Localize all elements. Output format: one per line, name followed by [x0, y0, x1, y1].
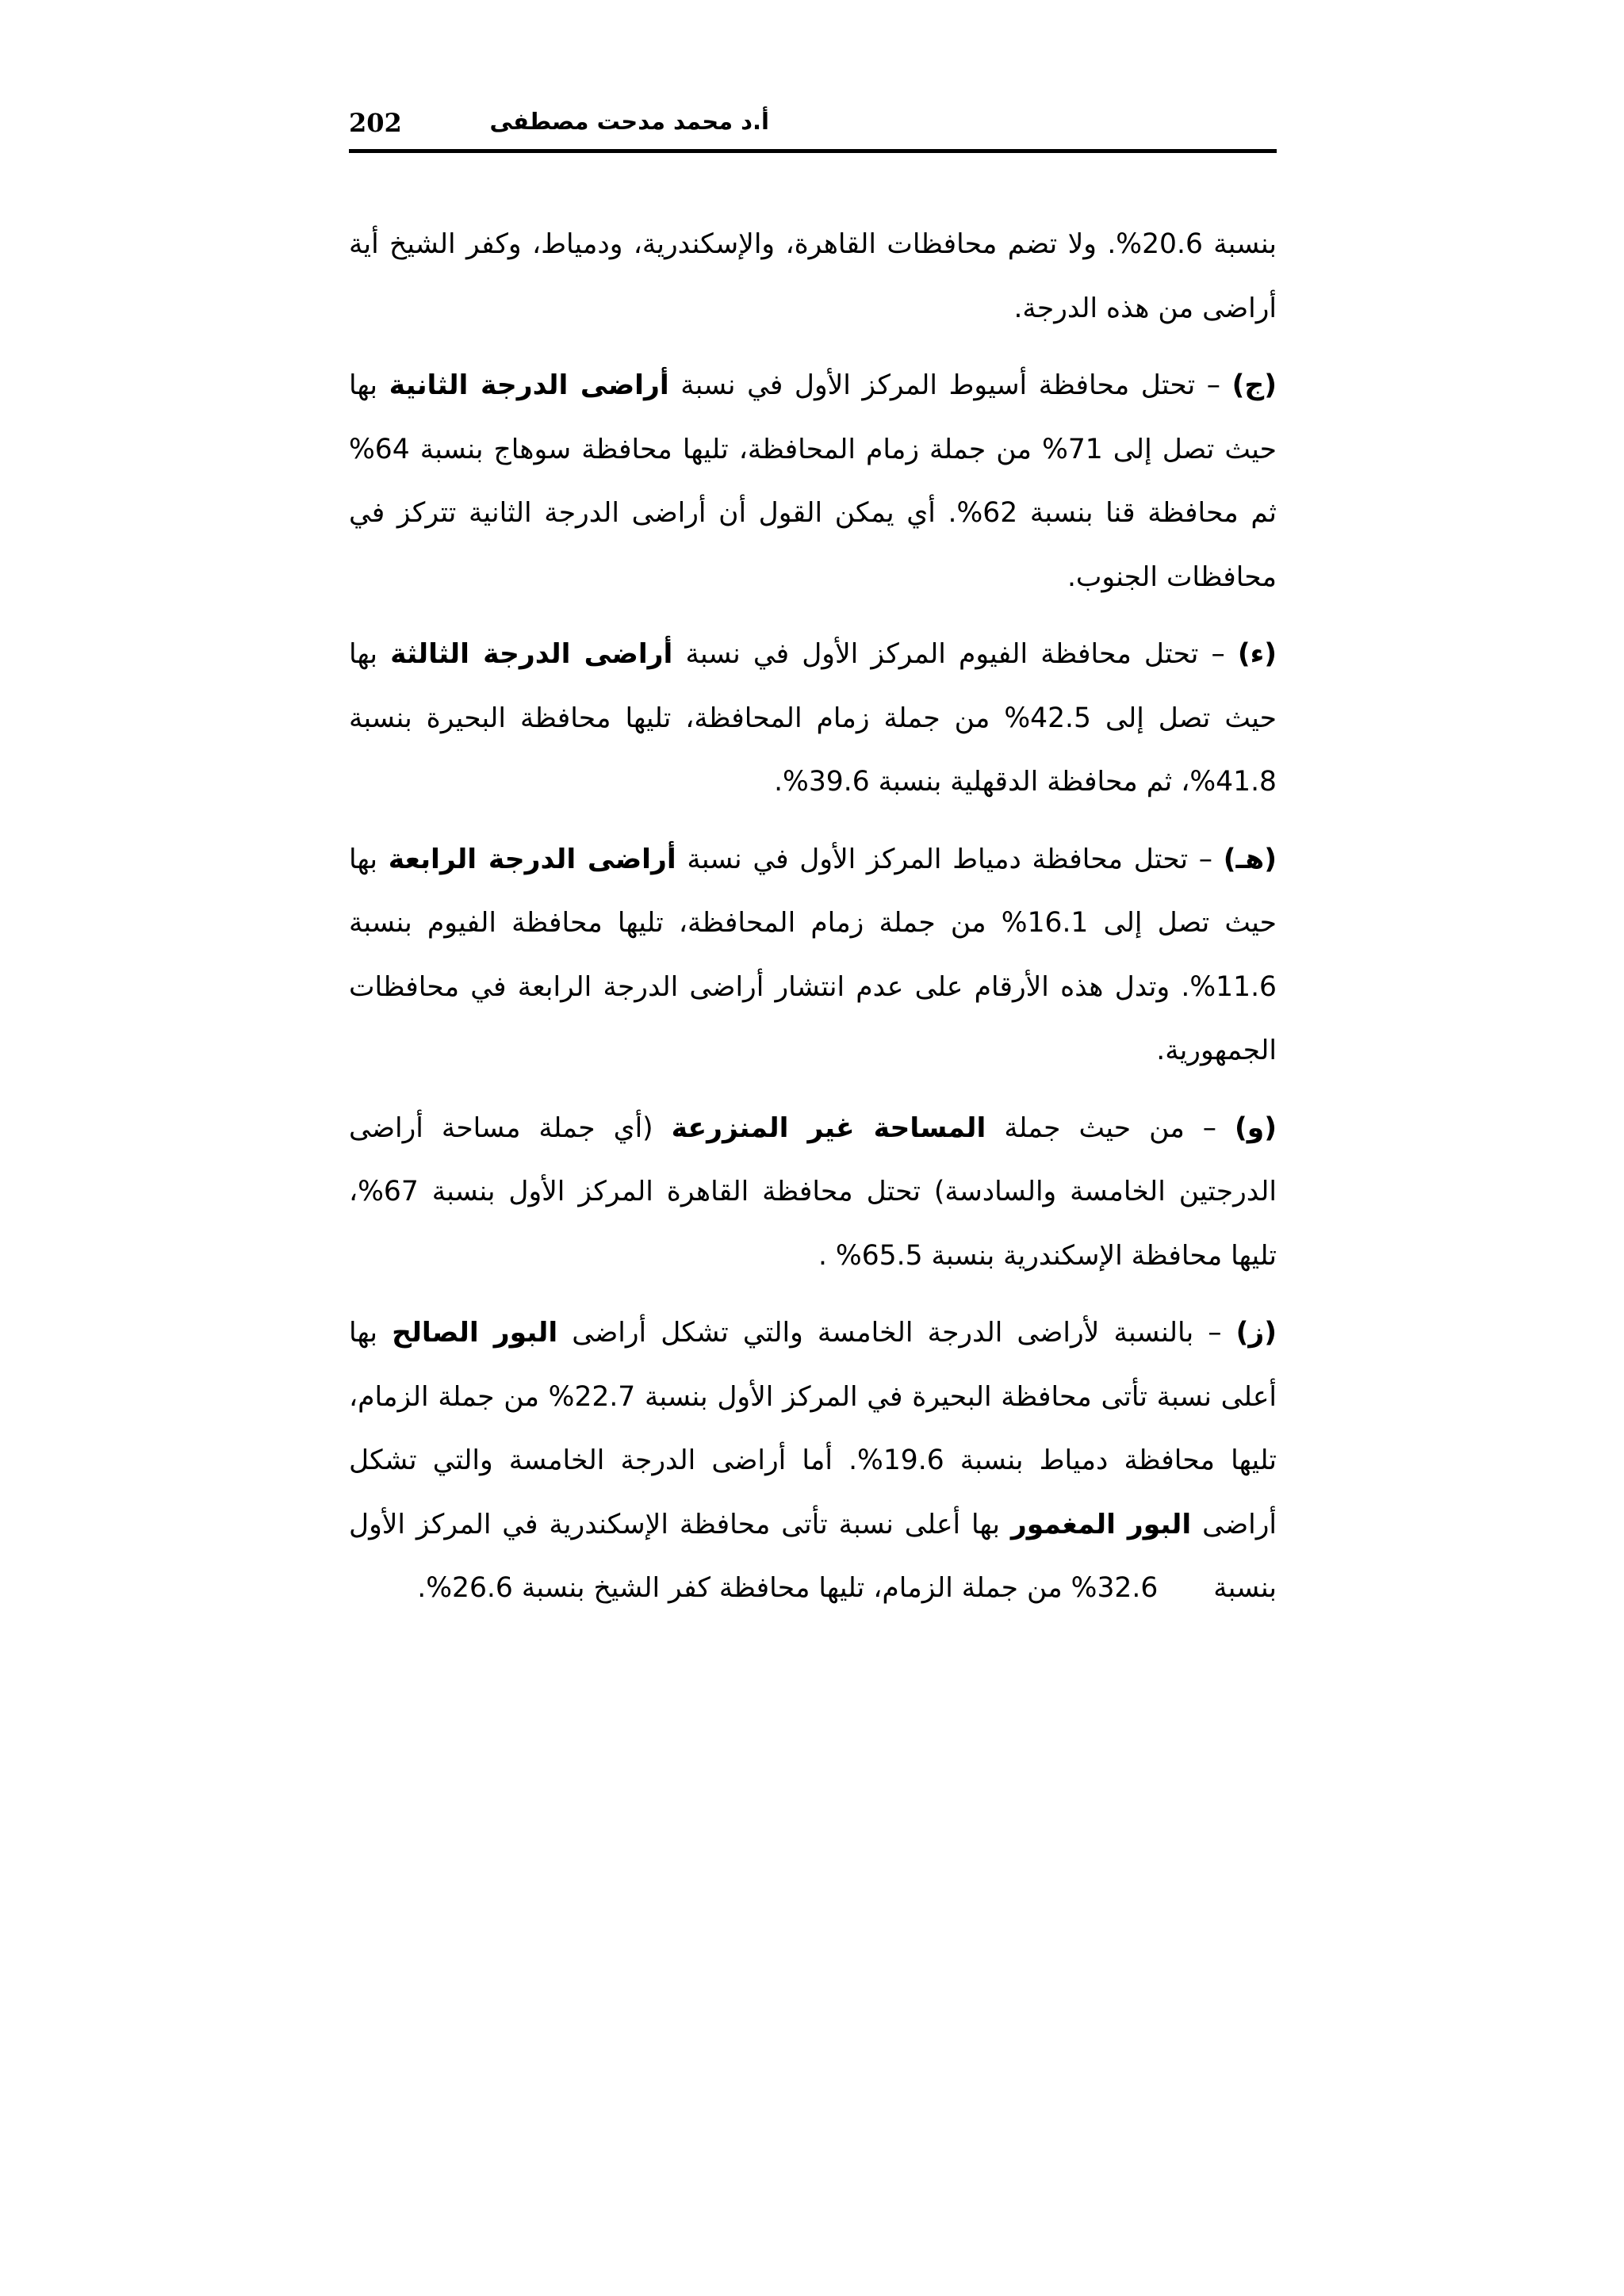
paragraph-item-zay	[349, 1301, 1277, 1621]
bold-term: البور الصالح	[392, 1317, 558, 1349]
bold-term: أراضى الدرجة الثالثة	[390, 638, 673, 670]
paragraph-text: – تحتل محافظة دمياط المركز الأول في نسبة	[676, 843, 1224, 875]
paragraph-item-hamza	[349, 622, 1277, 814]
paragraph-text: – بالنسبة لأراضى الدرجة الخامسة والتي تشكل أراضى	[557, 1317, 1236, 1349]
page-number: 202	[349, 108, 402, 138]
paragraph-continuation	[349, 212, 1277, 340]
paragraph-text: بها أعلى نسبة تأتى محافظة البحيرة في المركز الأول بنسبة 22.7% من جملة الزمام، تليها محافظة دمياط بنسبة 19.6%. أما أراضى الدرجة الخامسة والتي تشكل أراضى	[349, 1317, 1277, 1540]
paragraph-text: بنسبة 20.6%. ولا تضم محافظات القاهرة، والإسكندرية، ودمياط، وكفر الشيخ أية أراضى من هذه الدرجة.	[349, 228, 1277, 324]
item-marker: (و)	[1235, 1112, 1277, 1144]
bold-term: المساحة غير المنزرعة	[671, 1112, 986, 1144]
item-marker: (ز)	[1235, 1317, 1277, 1349]
paragraph-item-ha	[349, 828, 1277, 1083]
paragraph-text: – من حيث جملة	[986, 1112, 1235, 1144]
paragraph-item-jeem	[349, 354, 1277, 609]
item-marker: (ء)	[1237, 638, 1277, 670]
paragraph-item-waw	[349, 1096, 1277, 1288]
paragraph-text: (أي جملة مساحة أراضى الدرجتين الخامسة والسادسة) تحتل محافظة القاهرة المركز الأول بنسبة 67%، تليها محافظة الإسكندرية بنسبة 65.5% .	[349, 1112, 1277, 1272]
paragraph-text: بها حيث تصل إلى 42.5% من جملة زمام المحافظة، تليها محافظة البحيرة بنسبة 41.8%، ثم محافظة الدقهلية بنسبة 39.6%.	[349, 638, 1277, 798]
author-name: أ.د محمد مدحت مصطفى	[489, 108, 769, 135]
body-text	[349, 212, 1277, 1634]
paragraph-text: 32.6% من جملة الزمام، تليها محافظة كفر الشيخ بنسبة 26.6%.	[417, 1572, 1159, 1604]
item-marker: (ج)	[1231, 369, 1277, 401]
bold-term: أراضى الدرجة الثانية	[389, 369, 669, 401]
paragraph-text: – تحتل محافظة الفيوم المركز الأول في نسبة	[672, 638, 1238, 670]
page-header	[349, 101, 1277, 153]
bold-term: البور المغمور	[1010, 1508, 1192, 1540]
paragraph-text: بها حيث تصل إلى 71% من جملة زمام المحافظة، تليها محافظة سوهاج بنسبة 64% ثم محافظة قنا بنسبة 62%. أي يمكن القول أن أراضى الدرجة الثانية تتركز في محافظات الجنوب.	[349, 369, 1277, 593]
paragraph-text: – تحتل محافظة أسيوط المركز الأول في نسبة	[668, 369, 1232, 401]
item-marker: (هـ)	[1223, 843, 1277, 875]
bold-term: أراضى الدرجة الرابعة	[388, 843, 676, 875]
paragraph-text: بها حيث تصل إلى 16.1% من جملة زمام المحافظة، تليها محافظة الفيوم بنسبة 11.6%. وتدل هذه الأرقام على عدم انتشار أراضى الدرجة الرابعة في محافظات الجمهورية.	[349, 843, 1277, 1066]
paragraph-text: بها أعلى نسبة تأتى محافظة الإسكندرية في المركز الأول بنسبة	[349, 1508, 1277, 1604]
